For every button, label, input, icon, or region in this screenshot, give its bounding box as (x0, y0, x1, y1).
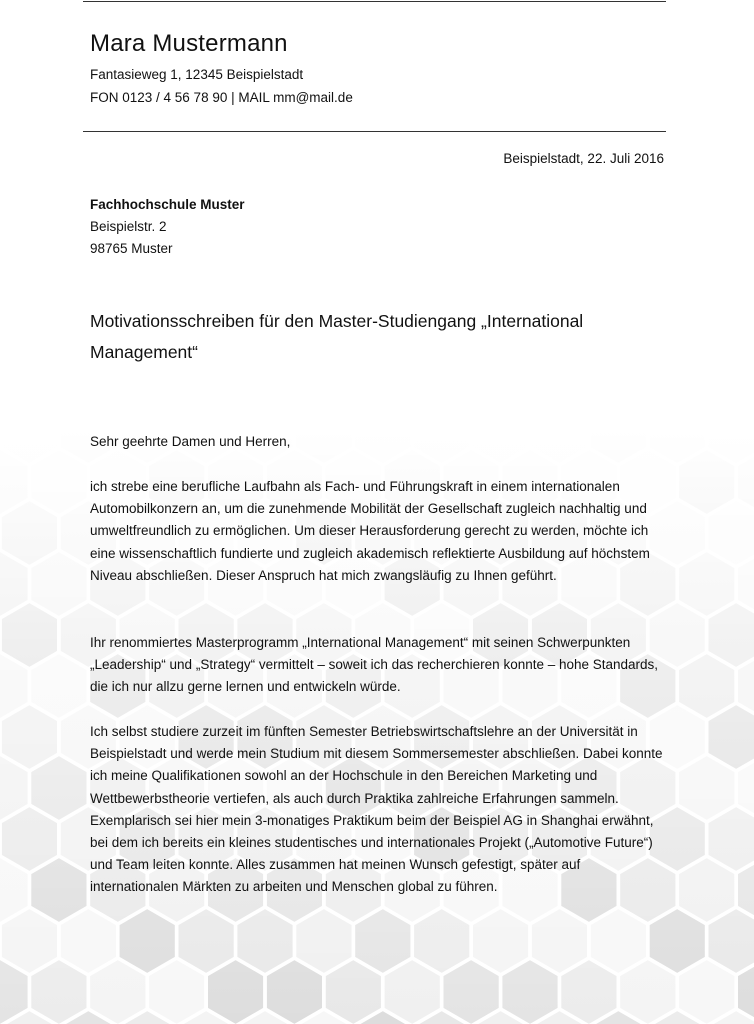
header-divider (83, 131, 666, 132)
recipient-city: 98765 Muster (90, 241, 173, 256)
recipient-street: Beispielstr. 2 (90, 219, 167, 234)
sender-contact: FON 0123 / 4 56 78 90 | MAIL mm@mail.de (90, 90, 353, 105)
body-paragraph-1: ich strebe eine berufliche Laufbahn als Fach- und Führungskraft in einem internationalen Automobilkonzern an, um die zunehmende Mobilität der Gesellschaft zugleich nachhaltig und umweltfreundlich zu ermöglichen. Um dieser Herausforderung gerecht zu werden, möchte ich eine wissenschaftlich fundierte und zugleich akademisch reflektierte Ausbildung auf höchstem Niveau abschließen. Dieser Anspruch hat mich zwangsläufig zu Ihnen geführt. (90, 479, 650, 583)
letter-subject: Motivationsschreiben für den Master-Studiengang „International Management“ (90, 311, 584, 362)
top-divider (83, 1, 666, 2)
body-paragraph-2: Ihr renommiertes Masterprogramm „International Management“ mit seinen Schwerpunkten „Leadership“ und „Strategy“ vermittelt – soweit ich das recherchieren konnte – hohe Standards, die ich nur allzu gerne lernen und entwickeln würde. (90, 635, 659, 695)
recipient-name: Fachhochschule Muster (90, 197, 245, 212)
body-paragraph-3: Ich selbst studiere zurzeit im fünften Semester Betriebswirtschaftslehre an der Universität in Beispielstadt und werde mein Studium mit diesem Sommersemester abschließen. Dabei konnte ich meine Qualifikationen sowohl an der Hochschule in den Bereichen Marketing und Wettbewerbstheorie vertiefen, als auch durch Praktika zahlreiche Erfahrungen sammeln. Exemplarisch sei hier mein 3-monatiges Praktikum beim der Beispiel AG in Shanghai erwähnt, bei dem ich bereits ein kleines studentisches und internationales Projekt („Automotive Future“) und Team leiten konnte. Alles zusammen hat meinen Wunsch gefestigt, später auf internationalen Märkten zu arbeiten und Menschen global zu führen. (90, 724, 663, 895)
sender-name: Mara Mustermann (90, 30, 288, 57)
letter-date: Beispielstadt, 22. Juli 2016 (503, 151, 664, 166)
salutation: Sehr geehrte Damen und Herren, (90, 434, 291, 449)
sender-address: Fantasieweg 1, 12345 Beispielstadt (90, 67, 304, 82)
